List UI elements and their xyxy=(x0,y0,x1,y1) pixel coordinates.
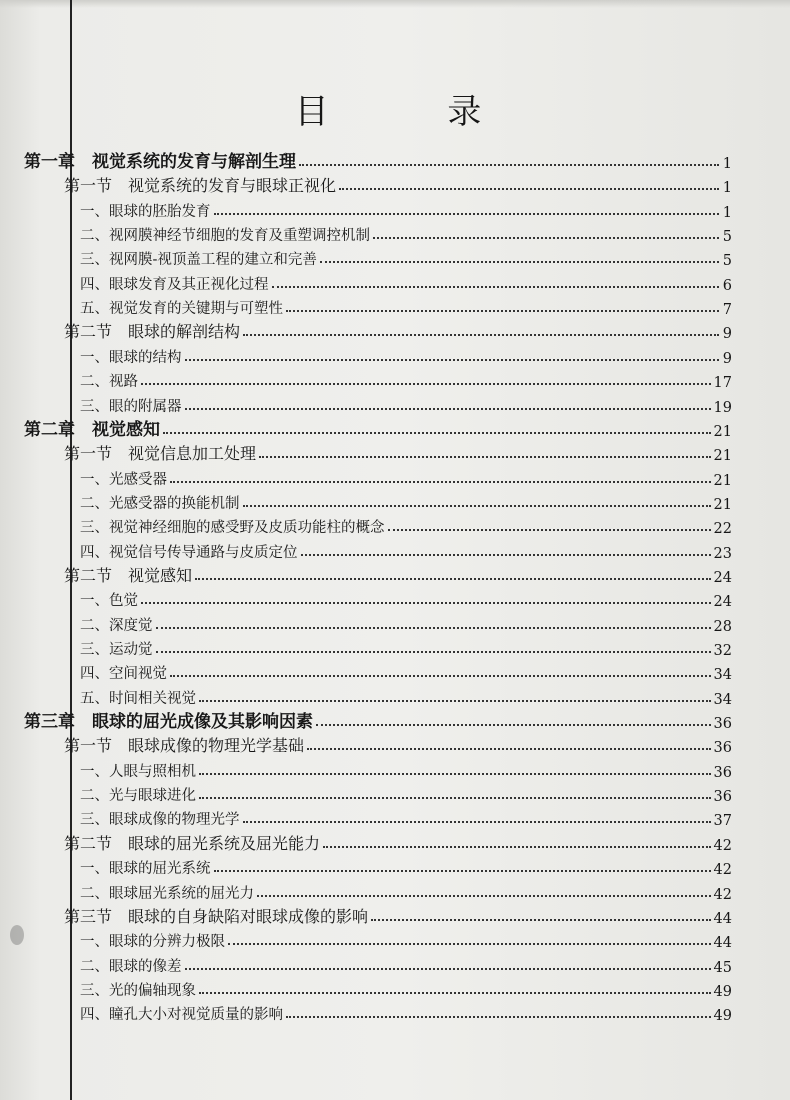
toc-entry-section xyxy=(64,438,732,464)
toc-page-number: 36 xyxy=(713,716,732,733)
page-title: 目 录 xyxy=(294,92,536,132)
toc-entry-section xyxy=(64,170,732,196)
toc-leader-dots xyxy=(257,895,711,897)
toc-entry-label: 第三章 眼球的屈光成像及其影响因素 xyxy=(24,712,313,733)
toc-leader-dots xyxy=(243,821,711,823)
toc-entry-chapter xyxy=(24,706,732,732)
toc-entry-label: 二、眼球的像差 xyxy=(80,958,182,975)
toc-entry-label: 四、瞳孔大小对视觉质量的影响 xyxy=(80,1007,283,1024)
toc-leader-dots xyxy=(185,359,720,361)
toc-leader-dots xyxy=(286,310,719,312)
toc-leader-dots xyxy=(141,383,711,385)
toc-leader-dots xyxy=(323,846,711,848)
toc-entry-item xyxy=(80,974,732,1000)
toc-page-number: 17 xyxy=(713,375,732,392)
toc-entry-label: 一、眼球的胚胎发育 xyxy=(80,203,211,220)
toc-leader-dots xyxy=(388,529,711,531)
toc-entry-label: 二、光与眼球进化 xyxy=(80,788,196,805)
toc-page-number: 1 xyxy=(722,156,732,172)
toc-entry-label: 四、眼球发育及其正视化过程 xyxy=(80,276,269,293)
toc-entry-label: 一、人眼与照相机 xyxy=(80,763,196,780)
toc-page-number: 5 xyxy=(722,229,732,246)
toc-leader-dots xyxy=(156,627,711,629)
toc-page-number: 9 xyxy=(722,350,732,367)
toc-page-number: 21 xyxy=(713,423,732,440)
toc-entry-item xyxy=(80,682,732,708)
toc-page-number: 45 xyxy=(713,959,732,976)
toc-entry-item xyxy=(80,925,732,951)
toc-page-number: 6 xyxy=(722,277,732,294)
toc-leader-dots xyxy=(301,554,711,556)
toc-page-number: 1 xyxy=(722,180,732,197)
toc-entry-label: 一、色觉 xyxy=(80,593,138,610)
toc-entry-label: 第二节 眼球的屈光系统及屈光能力 xyxy=(64,833,321,853)
toc-leader-dots xyxy=(307,748,711,750)
toc-page-number: 42 xyxy=(713,862,732,879)
toc-entry-item xyxy=(80,536,732,562)
toc-entry-label: 五、时间相关视觉 xyxy=(80,690,196,707)
toc-leader-dots xyxy=(170,481,711,483)
toc-entry-item xyxy=(80,950,732,976)
toc-page-number: 21 xyxy=(713,448,732,465)
toc-leader-dots xyxy=(199,797,711,799)
toc-page-number: 37 xyxy=(713,813,732,830)
toc-entry-label: 第二章 视觉感知 xyxy=(24,419,160,440)
toc-leader-dots xyxy=(199,773,711,775)
toc-entry-item xyxy=(80,633,732,659)
toc-leader-dots xyxy=(272,286,720,288)
toc-leader-dots xyxy=(141,602,711,604)
toc-entry-item xyxy=(80,584,732,610)
toc-page-number: 7 xyxy=(722,302,732,319)
toc-leader-dots xyxy=(259,456,711,458)
toc-entry-label: 第一节 视觉系统的发育与眼球正视化 xyxy=(64,176,337,196)
toc-entry-label: 第一节 眼球成像的物理光学基础 xyxy=(64,736,305,756)
toc-page-number: 5 xyxy=(722,253,732,270)
toc-entry-section xyxy=(64,828,732,854)
toc-leader-dots xyxy=(214,213,720,215)
toc-leader-dots xyxy=(286,1016,711,1018)
toc-entry-item xyxy=(80,219,732,245)
toc-entry-label: 三、运动觉 xyxy=(80,642,153,658)
toc-page-number: 42 xyxy=(713,886,732,903)
toc-leader-dots xyxy=(199,992,711,994)
toc-leader-dots xyxy=(185,408,711,410)
toc-page-number: 21 xyxy=(713,496,732,513)
toc-entry-label: 第二节 眼球的解剖结构 xyxy=(64,322,241,342)
toc-entry-label: 一、眼球的结构 xyxy=(80,349,182,366)
toc-entry-item xyxy=(80,511,732,537)
toc-entry-label: 二、深度觉 xyxy=(80,617,153,634)
toc-entry-label: 第三节 眼球的自身缺陷对眼球成像的影响 xyxy=(64,906,369,926)
toc-page-number: 1 xyxy=(722,204,732,221)
toc-entry-item xyxy=(80,365,732,391)
toc-entry-label: 三、视网膜-视顶盖工程的建立和完善 xyxy=(80,252,317,269)
toc-entry-item xyxy=(80,852,732,878)
toc-leader-dots xyxy=(156,651,711,653)
toc-page-number: 21 xyxy=(713,472,732,489)
toc-entry-label: 第一节 视觉信息加工处理 xyxy=(64,444,257,464)
toc-leader-dots xyxy=(195,578,711,580)
toc-entry-section xyxy=(64,730,732,756)
toc-entry-item xyxy=(80,877,732,903)
toc-entry-label: 三、视觉神经细胞的感受野及皮质功能柱的概念 xyxy=(80,520,385,537)
toc-entry-item xyxy=(80,292,732,318)
toc-page-number: 28 xyxy=(713,618,732,635)
toc-entry-label: 第一章 视觉系统的发育与解剖生理 xyxy=(24,152,296,172)
toc-page-number: 24 xyxy=(713,569,732,586)
toc-entry-label: 二、视路 xyxy=(80,374,138,391)
toc-entry-label: 二、光感受器的换能机制 xyxy=(80,495,240,512)
toc-entry-item xyxy=(80,657,732,683)
toc-entry-item xyxy=(80,487,732,513)
toc-leader-dots xyxy=(320,261,719,263)
toc-page-number: 34 xyxy=(713,667,732,684)
toc-entry-item xyxy=(80,243,732,269)
toc-entry-item xyxy=(80,268,732,294)
toc-leader-dots xyxy=(243,334,719,336)
toc-entry-label: 四、空间视觉 xyxy=(80,666,167,683)
toc-page-number: 9 xyxy=(722,326,732,343)
toc-entry-item xyxy=(80,779,732,805)
toc-entry-item xyxy=(80,803,732,829)
toc-page-number: 36 xyxy=(713,740,732,757)
toc-page-number: 44 xyxy=(713,910,732,927)
toc-page-number: 23 xyxy=(713,545,732,562)
toc-entry-item xyxy=(80,463,732,489)
toc-entry-label: 二、视网膜神经节细胞的发育及重塑调控机制 xyxy=(80,228,370,245)
toc-entry-item xyxy=(80,998,732,1024)
toc-entry-label: 一、眼球的分辨力极限 xyxy=(80,934,225,951)
toc-page-number: 49 xyxy=(713,1008,732,1025)
toc-page-number: 36 xyxy=(713,764,732,781)
toc-leader-dots xyxy=(371,919,711,921)
toc-entry-item xyxy=(80,609,732,635)
toc-entry-label: 三、眼球成像的物理光学 xyxy=(80,812,240,829)
toc-leader-dots xyxy=(185,968,711,970)
toc-entry-label: 五、视觉发育的关键期与可塑性 xyxy=(80,301,283,318)
toc-entry-item xyxy=(80,755,732,781)
toc-entry-label: 第二节 视觉感知 xyxy=(64,565,193,585)
toc-entry-label: 一、眼球的屈光系统 xyxy=(80,861,211,878)
toc-entry-section xyxy=(64,901,732,927)
toc-page-number: 49 xyxy=(713,983,732,1000)
toc-leader-dots xyxy=(339,188,719,190)
toc-page-number: 44 xyxy=(713,935,732,952)
toc-entry-chapter xyxy=(24,146,732,172)
toc-leader-dots xyxy=(199,700,711,702)
toc-entry-item xyxy=(80,195,732,221)
toc-leader-dots xyxy=(228,943,711,945)
toc-page-number: 34 xyxy=(713,691,732,708)
toc-page-number: 42 xyxy=(713,837,732,854)
toc-entry-label: 二、眼球屈光系统的屈光力 xyxy=(80,885,254,902)
toc-page-number: 24 xyxy=(713,594,732,611)
toc-entry-label: 四、视觉信号传导通路与皮质定位 xyxy=(80,544,298,561)
toc-leader-dots xyxy=(163,432,711,434)
toc-entry-label: 一、光感受器 xyxy=(80,471,167,488)
toc-entry-item xyxy=(80,390,732,416)
toc-entry-section xyxy=(64,316,732,342)
toc-page-number: 22 xyxy=(713,521,732,538)
toc-leader-dots xyxy=(316,724,711,726)
toc-entry-chapter xyxy=(24,414,732,440)
toc-page-number: 36 xyxy=(713,789,732,806)
toc-leader-dots xyxy=(170,675,711,677)
toc-leader-dots xyxy=(243,505,711,507)
toc-page-number: 19 xyxy=(713,399,732,416)
toc-entry-label: 三、光的偏轴现象 xyxy=(80,982,196,999)
toc-leader-dots xyxy=(373,237,719,239)
toc-entry-section xyxy=(64,560,732,586)
toc-entry-label: 三、眼的附属器 xyxy=(80,398,182,415)
toc-page-number: 32 xyxy=(713,643,732,659)
toc-leader-dots xyxy=(214,870,711,872)
toc-leader-dots xyxy=(299,164,719,166)
toc-entry-item xyxy=(80,341,732,367)
